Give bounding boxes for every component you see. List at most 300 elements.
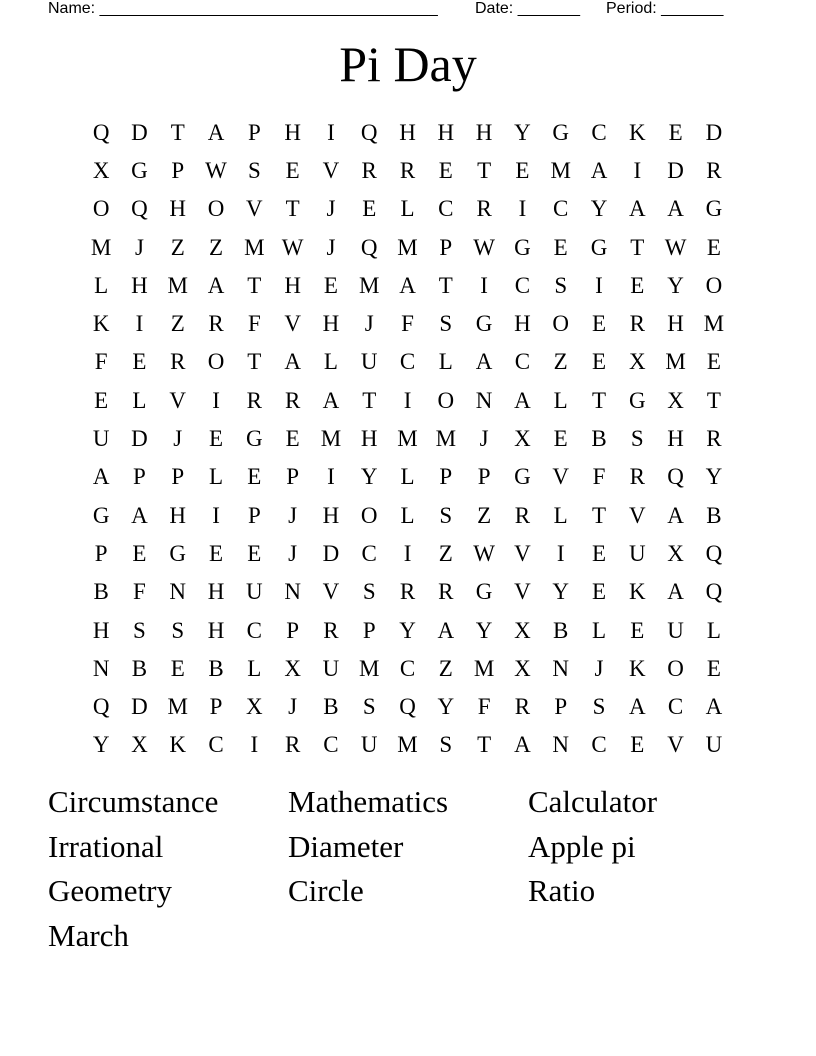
grid-letter: F [592, 464, 606, 490]
grid-letter: G [552, 119, 570, 145]
grid-letter: E [209, 540, 224, 566]
grid-letter: Q [360, 119, 378, 145]
grid-letter: G [705, 196, 723, 222]
grid-letter: J [594, 655, 604, 681]
grid-letter: M [167, 694, 188, 720]
grid-letter: M [397, 234, 418, 260]
grid-letter: D [131, 426, 148, 452]
grid-letter: J [134, 234, 144, 260]
grid-letter: S [133, 617, 146, 643]
grid-letter: I [480, 272, 488, 298]
grid-letter: V [169, 387, 187, 413]
grid-letter: S [362, 579, 376, 605]
grid-letter: R [323, 617, 339, 643]
grid-letter: Q [131, 196, 148, 222]
grid-letter: M [550, 157, 571, 183]
grid-letter: I [556, 540, 565, 566]
grid-letter: H [667, 426, 684, 452]
grid-letter: Z [438, 540, 453, 566]
grid-letter: O [92, 196, 110, 222]
grid-letter: P [439, 234, 453, 260]
grid-letter: U [360, 349, 378, 375]
grid-letter: F [94, 349, 108, 375]
grid-letter: R [361, 157, 377, 183]
grid-letter: G [169, 540, 187, 566]
grid-letter: E [591, 311, 607, 337]
grid-letter: C [514, 272, 531, 298]
grid-letter: H [169, 196, 187, 222]
grid-letter: M [435, 426, 457, 452]
grid-letter: L [553, 387, 568, 413]
grid-letter: H [322, 502, 340, 528]
grid-letter: X [514, 617, 531, 643]
grid-letter: M [90, 234, 112, 260]
grid-letter: M [397, 732, 418, 758]
grid-letter: V [514, 579, 531, 605]
grid-letter: L [323, 349, 338, 375]
grid-letter: R [476, 196, 492, 222]
grid-letter: V [322, 579, 340, 605]
grid-letter: C [208, 732, 224, 758]
grid-letter: I [518, 196, 527, 222]
grid-letter: I [212, 502, 220, 528]
grid-letter: C [591, 732, 607, 758]
grid-letter: P [247, 502, 261, 528]
grid-letter: E [515, 157, 530, 183]
grid-letter: Y [399, 617, 416, 643]
grid-letter: X [246, 694, 263, 720]
grid-letter: K [169, 732, 187, 758]
grid-letter: P [209, 694, 223, 720]
grid-letter: P [94, 540, 108, 566]
grid-letter: V [552, 464, 570, 490]
grid-letter: Z [209, 234, 224, 260]
grid-letter: L [400, 196, 415, 222]
grid-letter: I [327, 464, 335, 490]
grid-letter: S [554, 272, 568, 298]
grid-letter: D [131, 119, 148, 145]
grid-letter: R [629, 311, 645, 337]
grid-letter: R [170, 349, 186, 375]
grid-letter: Y [590, 196, 608, 222]
grid-letter: H [322, 311, 340, 337]
grid-letter: M [359, 272, 380, 298]
grid-letter: T [591, 502, 607, 528]
grid-letter: A [667, 502, 684, 528]
grid-letter: E [706, 349, 721, 375]
grid-letter: M [359, 655, 380, 681]
grid-letter: V [284, 311, 301, 337]
grid-letter: W [473, 234, 495, 260]
grid-letter: N [475, 387, 493, 413]
grid-letter: R [284, 387, 301, 413]
word-list [48, 780, 768, 959]
grid-letter: P [286, 617, 300, 643]
grid-letter: T [362, 387, 377, 413]
grid-letter: A [207, 272, 225, 298]
grid-letter: R [438, 579, 454, 605]
grid-letter: E [247, 464, 262, 490]
grid-letter: R [629, 464, 645, 490]
word-list-item: Ratio [528, 873, 596, 909]
grid-letter: G [590, 234, 608, 260]
grid-letter: Y [514, 119, 531, 145]
grid-letter: G [628, 387, 646, 413]
date-field-label: Date: _______ [475, 0, 580, 17]
grid-letter: J [288, 502, 298, 528]
grid-letter: G [475, 579, 493, 605]
grid-letter: Y [552, 579, 570, 605]
grid-letter: K [628, 579, 646, 605]
grid-letter: E [553, 234, 568, 260]
grid-letter: R [706, 426, 722, 452]
grid-letter: P [133, 464, 146, 490]
grid-letter: E [630, 617, 645, 643]
grid-letter: F [401, 311, 414, 337]
grid-letter: D [667, 157, 684, 183]
grid-letter: L [94, 272, 109, 298]
grid-letter: T [477, 732, 492, 758]
grid-letter: I [135, 311, 144, 337]
grid-letter: T [477, 157, 492, 183]
grid-letter: Y [92, 732, 110, 758]
grid-letter: E [247, 540, 262, 566]
grid-letter: G [246, 426, 263, 452]
grid-letter: J [288, 540, 298, 566]
grid-letter: B [131, 655, 148, 681]
grid-letter: L [132, 387, 147, 413]
grid-letter: F [133, 579, 146, 605]
grid-letter: H [437, 119, 455, 145]
grid-letter: E [362, 196, 377, 222]
grid-letter: N [552, 655, 570, 681]
grid-letter: F [477, 694, 491, 720]
grid-letter: Q [92, 694, 110, 720]
grid-letter: I [212, 387, 220, 413]
grid-letter: G [514, 234, 531, 260]
period-field-label: Period: _______ [606, 0, 724, 17]
grid-letter: R [514, 502, 531, 528]
grid-letter: E [668, 119, 683, 145]
grid-letter: E [553, 426, 568, 452]
grid-letter: O [667, 655, 684, 681]
grid-letter: Y [360, 464, 378, 490]
grid-letter: T [591, 387, 607, 413]
grid-letter: A [628, 694, 646, 720]
grid-letter: U [322, 655, 340, 681]
grid-letter: S [439, 732, 453, 758]
grid-letter: O [705, 272, 723, 298]
grid-letter: U [667, 617, 684, 643]
grid-letter: O [207, 196, 225, 222]
grid-letter: E [438, 157, 453, 183]
grid-letter: C [514, 349, 531, 375]
grid-letter: B [553, 617, 569, 643]
grid-letter: A [667, 579, 684, 605]
grid-letter: O [207, 349, 225, 375]
grid-letter: E [591, 540, 607, 566]
grid-letter: E [132, 540, 147, 566]
grid-letter: H [207, 617, 225, 643]
grid-letter: A [399, 272, 416, 298]
grid-letter: A [514, 732, 531, 758]
grid-letter: K [628, 119, 646, 145]
grid-letter: A [284, 349, 301, 375]
grid-letter: C [323, 732, 339, 758]
grid-letter: S [171, 617, 185, 643]
grid-letter: O [552, 311, 570, 337]
grid-letter: Z [170, 234, 185, 260]
grid-letter: H [360, 426, 378, 452]
grid-letter: I [633, 157, 642, 183]
word-list-item: Circle [288, 873, 364, 909]
grid-letter: A [514, 387, 531, 413]
grid-letter: R [399, 579, 416, 605]
grid-letter: Z [477, 502, 492, 528]
letter-grid [82, 113, 733, 764]
grid-letter: T [285, 196, 300, 222]
grid-letter: C [246, 617, 262, 643]
grid-letter: B [706, 502, 722, 528]
grid-letter: D [705, 119, 723, 145]
grid-letter: S [592, 694, 606, 720]
grid-letter: E [591, 579, 607, 605]
grid-letter: S [247, 157, 261, 183]
grid-letter: H [207, 579, 225, 605]
grid-letter: Q [667, 464, 684, 490]
grid-letter: Q [360, 234, 378, 260]
grid-letter: A [590, 157, 608, 183]
grid-letter: T [630, 234, 645, 260]
grid-letter: W [281, 234, 304, 260]
grid-letter: A [628, 196, 646, 222]
grid-letter: W [473, 540, 495, 566]
grid-letter: E [323, 272, 338, 298]
grid-letter: D [131, 694, 148, 720]
grid-letter: C [438, 196, 454, 222]
grid-letter: E [630, 732, 645, 758]
grid-letter: E [132, 349, 147, 375]
grid-letter: E [209, 426, 224, 452]
grid-letter: R [246, 387, 262, 413]
grid-letter: A [667, 196, 684, 222]
grid-letter: L [438, 349, 453, 375]
worksheet-header [48, 0, 768, 20]
grid-letter: M [665, 349, 686, 375]
grid-letter: U [246, 579, 263, 605]
word-list-item: Diameter [288, 828, 404, 864]
grid-letter: S [439, 311, 453, 337]
grid-letter: K [628, 655, 646, 681]
grid-letter: P [247, 119, 261, 145]
grid-letter: Q [92, 119, 110, 145]
grid-letter: G [92, 502, 110, 528]
grid-letter: P [362, 617, 376, 643]
grid-letter: R [514, 694, 531, 720]
grid-letter: T [247, 272, 262, 298]
grid-letter: M [397, 426, 418, 452]
grid-letter: X [667, 540, 684, 566]
grid-letter: X [628, 349, 646, 375]
grid-letter: E [706, 655, 721, 681]
grid-letter: T [706, 387, 721, 413]
grid-letter: E [170, 655, 185, 681]
word-list-item: Mathematics [288, 784, 449, 819]
grid-letter: L [591, 617, 607, 643]
grid-letter: Q [705, 540, 723, 566]
grid-letter: V [322, 157, 340, 183]
grid-letter: H [92, 617, 110, 643]
grid-letter: L [400, 464, 415, 490]
grid-letter: I [595, 272, 603, 298]
grid-letter: N [552, 732, 570, 758]
grid-letter: A [92, 464, 110, 490]
grid-letter: N [169, 579, 187, 605]
grid-letter: B [591, 426, 607, 452]
grid-letter: J [364, 311, 374, 337]
grid-letter: P [554, 694, 568, 720]
grid-letter: B [93, 579, 109, 605]
grid-letter: C [667, 694, 684, 720]
grid-letter: X [284, 655, 301, 681]
grid-letter: R [284, 732, 301, 758]
grid-letter: L [400, 502, 415, 528]
grid-letter: X [514, 655, 531, 681]
grid-letter: V [246, 196, 263, 222]
grid-letter: P [477, 464, 491, 490]
grid-letter: H [169, 502, 187, 528]
grid-letter: R [706, 157, 722, 183]
grid-letter: T [247, 349, 262, 375]
grid-letter: O [360, 502, 378, 528]
grid-letter: M [320, 426, 342, 452]
grid-letter: S [362, 694, 376, 720]
grid-letter: L [209, 464, 224, 490]
grid-letter: H [667, 311, 684, 337]
grid-letter: P [171, 464, 185, 490]
grid-letter: J [288, 694, 298, 720]
grid-letter: E [630, 272, 645, 298]
grid-letter: I [327, 119, 335, 145]
word-list-item: Circumstance [48, 784, 219, 819]
name-field-label: Name: ______________________________________ [48, 0, 438, 17]
grid-letter: L [553, 502, 568, 528]
grid-letter: E [94, 387, 109, 413]
grid-letter: C [553, 196, 569, 222]
word-list-item: Geometry [48, 873, 172, 909]
word-list-item: March [48, 918, 129, 954]
grid-letter: A [131, 502, 148, 528]
grid-letter: X [667, 387, 684, 413]
grid-letter: P [286, 464, 300, 490]
grid-letter: R [208, 311, 224, 337]
grid-letter: N [284, 579, 301, 605]
grid-letter: O [437, 387, 455, 413]
grid-letter: H [131, 272, 148, 298]
grid-letter: Q [399, 694, 416, 720]
grid-letter: G [475, 311, 493, 337]
grid-letter: P [439, 464, 453, 490]
grid-letter: L [706, 617, 721, 643]
word-list-item: Irrational [48, 828, 164, 864]
grid-letter: H [284, 272, 301, 298]
grid-letter: H [284, 119, 301, 145]
grid-letter: A [475, 349, 493, 375]
grid-letter: H [399, 119, 416, 145]
grid-letter: H [475, 119, 493, 145]
grid-letter: T [438, 272, 453, 298]
word-list-item: Apple pi [528, 828, 636, 864]
grid-letter: D [322, 540, 340, 566]
page-title: Pi Day [339, 36, 477, 92]
grid-letter: M [703, 311, 725, 337]
grid-letter: Q [705, 579, 723, 605]
grid-letter: F [247, 311, 261, 337]
grid-letter: M [167, 272, 188, 298]
grid-letter: V [514, 540, 531, 566]
grid-letter: C [399, 655, 416, 681]
grid-letter: T [170, 119, 185, 145]
grid-letter: A [207, 119, 225, 145]
grid-letter: C [591, 119, 607, 145]
grid-letter: Z [170, 311, 185, 337]
grid-letter: A [322, 387, 340, 413]
grid-letter: I [403, 387, 412, 413]
grid-letter: Y [437, 694, 455, 720]
grid-letter: X [131, 732, 148, 758]
grid-letter: W [664, 234, 687, 260]
grid-letter: C [361, 540, 377, 566]
grid-letter: Y [667, 272, 684, 298]
grid-letter: M [244, 234, 265, 260]
grid-letter: Y [475, 617, 493, 643]
grid-letter: H [514, 311, 531, 337]
grid-letter: B [208, 655, 224, 681]
grid-letter: J [326, 234, 336, 260]
grid-letter: G [131, 157, 148, 183]
grid-letter: C [399, 349, 416, 375]
grid-letter: R [399, 157, 416, 183]
grid-letter: Z [438, 655, 453, 681]
grid-letter: I [403, 540, 412, 566]
grid-letter: Z [553, 349, 568, 375]
grid-letter: E [591, 349, 607, 375]
grid-letter: E [285, 426, 300, 452]
grid-letter: X [92, 157, 110, 183]
grid-letter: A [705, 694, 723, 720]
grid-letter: M [473, 655, 495, 681]
grid-letter: B [323, 694, 339, 720]
grid-letter: S [439, 502, 453, 528]
grid-letter: J [326, 196, 336, 222]
grid-letter: U [628, 540, 646, 566]
grid-letter: E [706, 234, 721, 260]
grid-letter: Y [705, 464, 723, 490]
grid-letter: L [247, 655, 262, 681]
grid-letter: N [92, 655, 110, 681]
grid-letter: U [92, 426, 110, 452]
word-list-item: Calculator [528, 784, 658, 819]
grid-letter: K [92, 311, 110, 337]
grid-letter: I [250, 732, 259, 758]
grid-letter: A [437, 617, 455, 643]
grid-letter: V [628, 502, 646, 528]
grid-letter: P [171, 157, 185, 183]
grid-letter: V [667, 732, 684, 758]
grid-letter: U [705, 732, 723, 758]
grid-letter: G [514, 464, 531, 490]
grid-letter: X [514, 426, 531, 452]
